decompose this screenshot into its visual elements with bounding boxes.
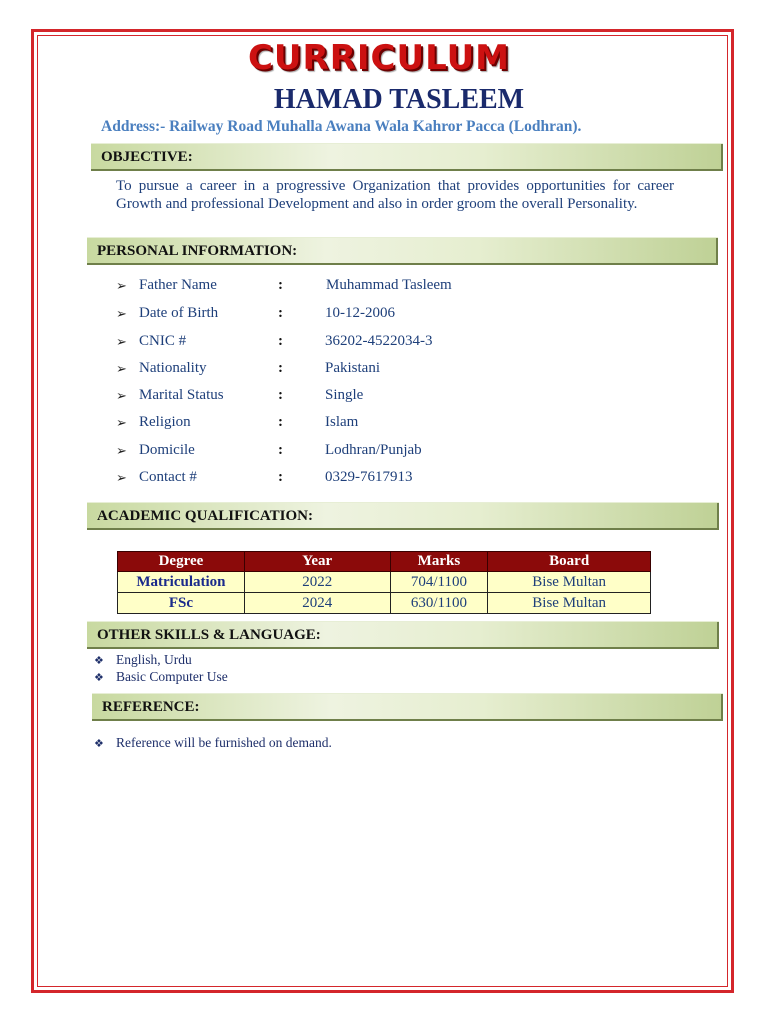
cell-year: 2022 <box>244 572 390 593</box>
reference-text: Reference will be furnished on demand. <box>116 735 332 750</box>
info-colon: : <box>278 333 283 349</box>
info-label: Religion <box>139 414 191 430</box>
cell-degree: Matriculation <box>118 572 245 593</box>
diamond-bullet-icon: ❖ <box>94 672 104 684</box>
section-title: ACADEMIC QUALIFICATION: <box>97 508 313 524</box>
table-row <box>118 593 651 614</box>
cell-marks: 630/1100 <box>390 593 488 614</box>
section-header-skills-language <box>87 622 719 649</box>
objective-text: To pursue a career in a progressive Organization that provides opportunities for career Growth and professional Development and also in order groom the overall Personality. <box>116 178 674 212</box>
info-value: 10-12-2006 <box>325 305 395 321</box>
info-colon: : <box>278 387 283 403</box>
cell-marks: 704/1100 <box>390 572 488 593</box>
info-value: Single <box>325 387 364 403</box>
info-label: Nationality <box>139 360 207 376</box>
column-header-marks: Marks <box>390 552 488 572</box>
arrow-bullet-icon: ➢ <box>116 443 127 458</box>
document-title: CURRICULUM <box>247 38 511 78</box>
info-colon: : <box>278 442 283 458</box>
column-header-board: Board <box>488 552 651 572</box>
diamond-bullet-icon: ❖ <box>94 738 104 750</box>
info-value: 36202-4522034-3 <box>325 333 433 349</box>
table-header-row <box>118 552 651 572</box>
info-colon: : <box>278 414 283 430</box>
section-title: PERSONAL INFORMATION: <box>97 243 298 259</box>
arrow-bullet-icon: ➢ <box>116 278 127 293</box>
cell-degree: FSc <box>118 593 245 614</box>
section-title: OTHER SKILLS & LANGUAGE: <box>97 627 321 643</box>
info-colon: : <box>278 305 283 321</box>
arrow-bullet-icon: ➢ <box>116 470 127 485</box>
info-colon: : <box>278 360 283 376</box>
academic-table <box>117 551 651 614</box>
info-label: Date of Birth <box>139 305 219 321</box>
section-header-reference <box>92 694 723 721</box>
candidate-address: Address:- Railway Road Muhalla Awana Wala Kahror Pacca (Lodhran). <box>101 118 582 135</box>
arrow-bullet-icon: ➢ <box>116 415 127 430</box>
info-label: Marital Status <box>139 387 224 403</box>
table-row <box>118 572 651 593</box>
section-header-personal-information <box>87 238 718 265</box>
diamond-bullet-icon: ❖ <box>94 655 104 667</box>
skill-text: English, Urdu <box>116 652 192 667</box>
candidate-name: HAMAD TASLEEM <box>273 84 525 115</box>
info-label: Contact # <box>139 469 197 485</box>
cell-board: Bise Multan <box>488 593 651 614</box>
cell-year: 2024 <box>244 593 390 614</box>
section-header-academic-qualification <box>87 503 719 530</box>
arrow-bullet-icon: ➢ <box>116 361 127 376</box>
section-title: OBJECTIVE: <box>101 149 193 165</box>
skill-text: Basic Computer Use <box>116 669 228 684</box>
reference-item <box>94 735 332 751</box>
info-value: Lodhran/Punjab <box>325 442 422 458</box>
arrow-bullet-icon: ➢ <box>116 306 127 321</box>
info-value: Muhammad Tasleem <box>326 277 452 293</box>
skill-item <box>94 652 192 668</box>
info-value: 0329-7617913 <box>325 469 413 485</box>
column-header-year: Year <box>244 552 390 572</box>
info-colon: : <box>278 277 283 293</box>
info-label: CNIC # <box>139 333 187 349</box>
section-header-objective <box>91 144 723 171</box>
info-value: Islam <box>325 414 359 430</box>
info-value: Pakistani <box>325 360 380 376</box>
skill-item <box>94 669 228 685</box>
column-header-degree: Degree <box>118 552 245 572</box>
cell-board: Bise Multan <box>488 572 651 593</box>
info-colon: : <box>278 469 283 485</box>
arrow-bullet-icon: ➢ <box>116 388 127 403</box>
info-label: Domicile <box>139 442 195 458</box>
info-label: Father Name <box>139 277 217 293</box>
arrow-bullet-icon: ➢ <box>116 334 127 349</box>
section-title: REFERENCE: <box>102 699 200 715</box>
